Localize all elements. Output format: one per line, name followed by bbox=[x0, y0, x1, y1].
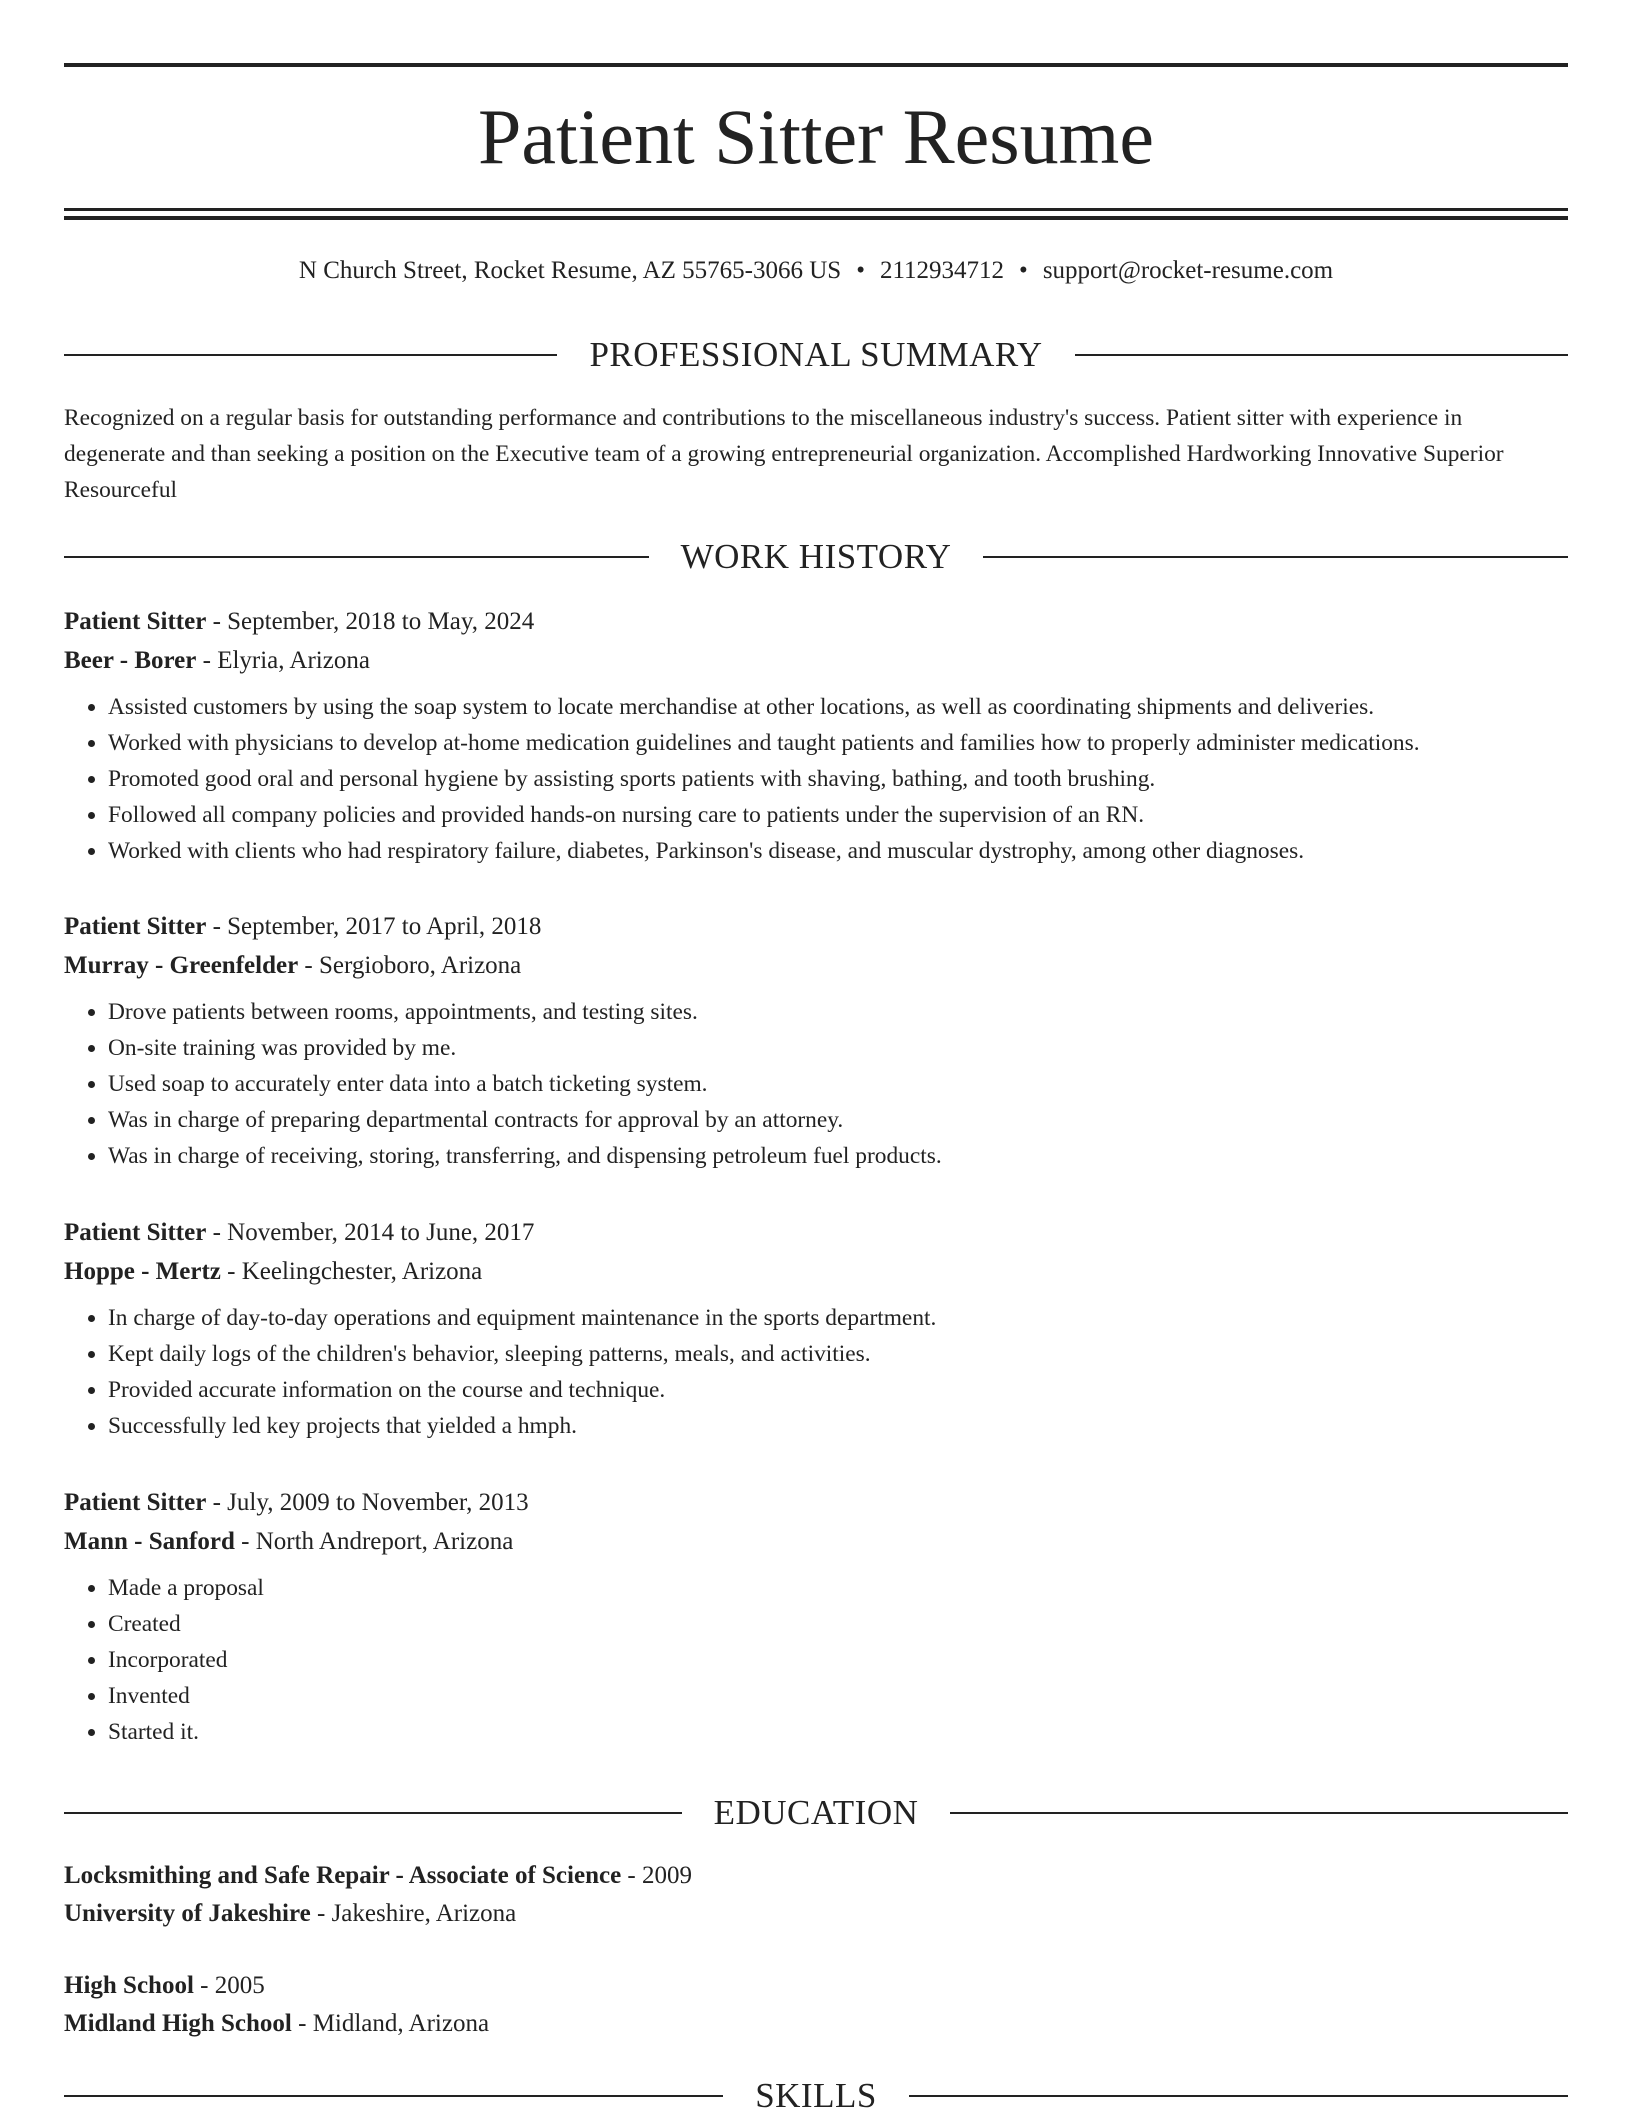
job-company: Beer - Borer bbox=[64, 647, 197, 674]
list-item: • Worked with clients who had respiratory failure, diabetes, Parkinson's disease, and muscular dystrophy, among other diagnoses. bbox=[108, 833, 1568, 869]
job-location: Elyria, Arizona bbox=[217, 647, 370, 674]
job-entry bbox=[64, 1483, 1568, 1750]
job-company: Mann - Sanford bbox=[64, 1528, 235, 1555]
job-role: Patient Sitter bbox=[64, 913, 207, 940]
list-item: • Assisted customers by using the soap system to locate merchandise at other locations, as well as coordinating shipments and deliveries. bbox=[108, 689, 1568, 725]
section-title: EDUCATION bbox=[713, 1793, 919, 1832]
section-title: WORK HISTORY bbox=[680, 537, 952, 576]
section-title: PROFESSIONAL SUMMARY bbox=[589, 335, 1043, 374]
section-title: SKILLS bbox=[755, 2076, 877, 2115]
job-title-line: Patient Sitter - September, 2018 to May, 2024 bbox=[64, 608, 535, 635]
list-item: • Promoted good oral and personal hygiene by assisting sports patients with shaving, bathing, and tooth brushing. bbox=[108, 761, 1568, 797]
section-rule bbox=[950, 1812, 1568, 1814]
list-item: • On-site training was provided by me. bbox=[108, 1030, 1568, 1066]
list-item: • Drove patients between rooms, appointments, and testing sites. bbox=[108, 994, 1568, 1030]
job-dates: July, 2009 to November, 2013 bbox=[227, 1489, 529, 1516]
list-item: • Followed all company policies and provided hands-on nursing care to patients under the supervision of an RN. bbox=[108, 797, 1568, 833]
job-role: Patient Sitter bbox=[64, 1219, 207, 1246]
section-header-skills bbox=[64, 2074, 1568, 2118]
job-dates: September, 2017 to April, 2018 bbox=[227, 913, 542, 940]
section-rule bbox=[64, 1812, 682, 1814]
education-school: Midland High School bbox=[64, 2010, 292, 2037]
job-bullets bbox=[64, 1570, 1568, 1750]
resume-title: Patient Sitter Resume bbox=[478, 93, 1154, 180]
list-item: • Incorporated bbox=[108, 1642, 1568, 1678]
job-entry bbox=[64, 602, 1568, 869]
list-item: • Made a proposal bbox=[108, 1570, 1568, 1606]
job-title-line: Patient Sitter - September, 2017 to April, 2018 bbox=[64, 913, 542, 940]
contact-line bbox=[64, 255, 1568, 287]
job-entry bbox=[64, 1213, 1568, 1444]
title-rule-upper bbox=[64, 208, 1568, 211]
list-item: • Successfully led key projects that yielded a hmph. bbox=[108, 1408, 1568, 1444]
list-item: • In charge of day-to-day operations and equipment maintenance in the sports department. bbox=[108, 1300, 1568, 1336]
education-school-line: Midland High School - Midland, Arizona bbox=[64, 2010, 490, 2037]
job-company: Murray - Greenfelder bbox=[64, 952, 299, 979]
section-rule bbox=[909, 2095, 1568, 2097]
list-item: • Used soap to accurately enter data into a batch ticketing system. bbox=[108, 1066, 1568, 1102]
job-entry bbox=[64, 907, 1568, 1174]
list-item: • Started it. bbox=[108, 1714, 1568, 1750]
list-item: • Invented bbox=[108, 1678, 1568, 1714]
job-title-line: Patient Sitter - November, 2014 to June, 2017 bbox=[64, 1219, 535, 1246]
education-school: University of Jakeshire bbox=[64, 1900, 311, 1927]
list-item: • Kept daily logs of the children's behavior, sleeping patterns, meals, and activities. bbox=[108, 1336, 1568, 1372]
education-location: Jakeshire, Arizona bbox=[331, 1900, 517, 1927]
section-header-work bbox=[64, 535, 1568, 579]
job-company-line: Mann - Sanford - North Andreport, Arizona bbox=[64, 1528, 514, 1555]
section-header-education bbox=[64, 1791, 1568, 1835]
education-entry bbox=[64, 1857, 1568, 1933]
job-company-line: Beer - Borer - Elyria, Arizona bbox=[64, 647, 370, 674]
education-degree-line: High School - 2005 bbox=[64, 1972, 265, 1999]
contact-separator: • bbox=[856, 257, 865, 284]
job-company: Hoppe - Mertz bbox=[64, 1258, 221, 1285]
job-role: Patient Sitter bbox=[64, 1489, 207, 1516]
contact-email: support@rocket-resume.com bbox=[1042, 257, 1334, 284]
section-rule bbox=[1075, 354, 1568, 356]
contact-phone: 2112934712 bbox=[879, 257, 1005, 284]
education-entry bbox=[64, 1967, 1568, 2043]
top-rule bbox=[64, 63, 1568, 67]
education-degree: High School bbox=[64, 1972, 194, 1999]
section-rule bbox=[64, 354, 557, 356]
education-school-line: University of Jakeshire - Jakeshire, Arizona bbox=[64, 1900, 517, 1927]
education-year: 2009 bbox=[642, 1862, 692, 1889]
contact-address: N Church Street, Rocket Resume, AZ 55765-3066 US bbox=[298, 257, 842, 284]
title-rule-lower bbox=[64, 216, 1568, 220]
education-degree-line: Locksmithing and Safe Repair - Associate of Science - 2009 bbox=[64, 1862, 692, 1889]
section-rule bbox=[983, 556, 1568, 558]
section-header-summary bbox=[64, 333, 1568, 377]
job-location: North Andreport, Arizona bbox=[255, 1528, 514, 1555]
list-item: • Created bbox=[108, 1606, 1568, 1642]
list-item: • Provided accurate information on the course and technique. bbox=[108, 1372, 1568, 1408]
job-bullets bbox=[64, 689, 1568, 869]
list-item: • Was in charge of receiving, storing, transferring, and dispensing petroleum fuel products. bbox=[108, 1138, 1568, 1174]
education-year: 2005 bbox=[214, 1972, 265, 1999]
summary-text: Recognized on a regular basis for outstanding performance and contributions to the miscellaneous industry's success. Patient sitter with experience in degenerate and than seeking a position on the Executive team of a growing entrepreneurial organization. Accomplished Hardworking Innovative Superior Resourceful bbox=[64, 405, 1504, 503]
job-bullets bbox=[64, 1300, 1568, 1444]
education-degree: Locksmithing and Safe Repair - Associate of Science bbox=[64, 1862, 622, 1889]
job-dates: September, 2018 to May, 2024 bbox=[227, 608, 535, 635]
education-location: Midland, Arizona bbox=[312, 2010, 490, 2037]
contact-separator: • bbox=[1019, 257, 1028, 284]
job-bullets bbox=[64, 994, 1568, 1174]
section-rule bbox=[64, 556, 649, 558]
list-item: • Worked with physicians to develop at-home medication guidelines and taught patients and families how to properly administer medications. bbox=[108, 725, 1568, 761]
job-company-line: Hoppe - Mertz - Keelingchester, Arizona bbox=[64, 1258, 483, 1285]
job-company-line: Murray - Greenfelder - Sergioboro, Arizona bbox=[64, 952, 522, 979]
section-rule bbox=[64, 2095, 723, 2097]
job-dates: November, 2014 to June, 2017 bbox=[227, 1219, 535, 1246]
job-role: Patient Sitter bbox=[64, 608, 207, 635]
list-item: • Was in charge of preparing departmental contracts for approval by an attorney. bbox=[108, 1102, 1568, 1138]
job-location: Keelingchester, Arizona bbox=[241, 1258, 483, 1285]
job-location: Sergioboro, Arizona bbox=[319, 952, 522, 979]
job-title-line: Patient Sitter - July, 2009 to November, 2013 bbox=[64, 1489, 529, 1516]
